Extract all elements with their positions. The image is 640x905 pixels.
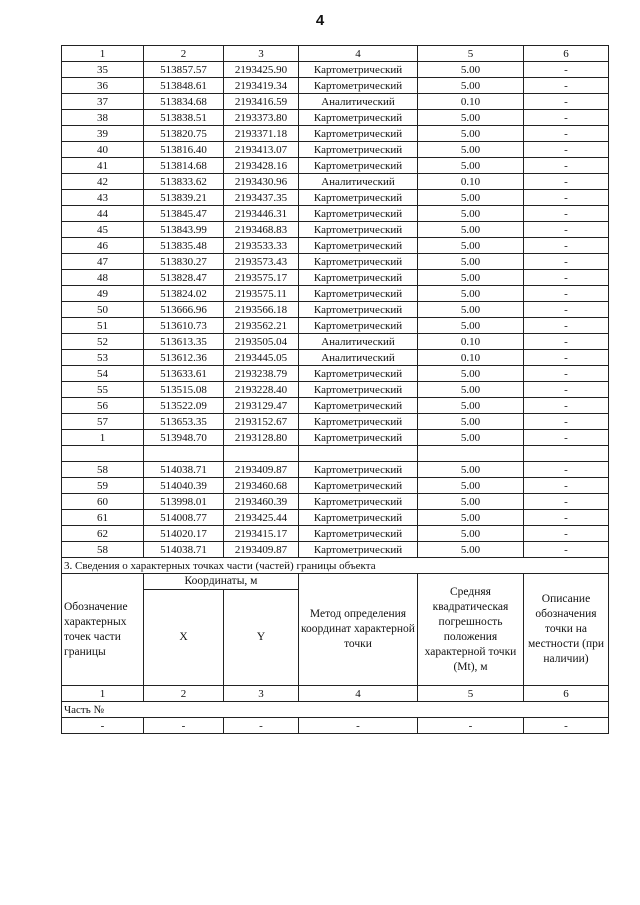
table-cell: 58 xyxy=(62,542,144,558)
table-row xyxy=(62,494,609,510)
table-cell: - xyxy=(524,382,609,398)
table-cell: - xyxy=(524,302,609,318)
table-cell: 2193409.87 xyxy=(224,542,299,558)
table-cell: 5.00 xyxy=(418,222,524,238)
section-3-empty-row xyxy=(62,718,609,734)
table-cell: 42 xyxy=(62,174,144,190)
table-cell: - xyxy=(524,190,609,206)
table-cell: - xyxy=(524,254,609,270)
table-cell: - xyxy=(299,718,418,734)
table-cell xyxy=(299,446,418,462)
table-cell: 2193437.35 xyxy=(224,190,299,206)
table-cell: 5.00 xyxy=(418,318,524,334)
table-cell: 47 xyxy=(62,254,144,270)
table-cell: - xyxy=(524,350,609,366)
table-cell: 513843.99 xyxy=(144,222,224,238)
table-cell: - xyxy=(62,718,144,734)
method-header: Метод определения координат характерной точки xyxy=(299,574,418,686)
part-label: Часть № xyxy=(62,702,609,718)
table-cell: Картометрический xyxy=(299,142,418,158)
table-cell: Картометрический xyxy=(299,510,418,526)
table-row xyxy=(62,142,609,158)
column-number: 1 xyxy=(62,686,144,702)
table-cell: Картометрический xyxy=(299,398,418,414)
table-cell: Картометрический xyxy=(299,366,418,382)
column-number: 3 xyxy=(224,46,299,62)
table-cell: - xyxy=(524,222,609,238)
boundary-points-table xyxy=(61,45,609,734)
table-cell: 5.00 xyxy=(418,430,524,446)
table-cell: 39 xyxy=(62,126,144,142)
table-cell: 40 xyxy=(62,142,144,158)
table-cell: 513612.36 xyxy=(144,350,224,366)
table-cell: - xyxy=(224,718,299,734)
table-cell: 62 xyxy=(62,526,144,542)
page-number: 4 xyxy=(315,12,325,29)
table-cell: 2193468.83 xyxy=(224,222,299,238)
table-cell: Картометрический xyxy=(299,302,418,318)
table-cell: 5.00 xyxy=(418,190,524,206)
table-cell: - xyxy=(524,286,609,302)
table-cell: 514020.17 xyxy=(144,526,224,542)
table-cell: 5.00 xyxy=(418,142,524,158)
table-row xyxy=(62,478,609,494)
table-cell: Картометрический xyxy=(299,222,418,238)
table-cell: Картометрический xyxy=(299,158,418,174)
table-cell: 2193562.21 xyxy=(224,318,299,334)
table-cell: 2193446.31 xyxy=(224,206,299,222)
table-cell: - xyxy=(524,366,609,382)
table-cell: Картометрический xyxy=(299,78,418,94)
table-cell: 5.00 xyxy=(418,286,524,302)
table-cell: Картометрический xyxy=(299,478,418,494)
table-cell: 48 xyxy=(62,270,144,286)
y-header: Y xyxy=(224,590,299,686)
table-row xyxy=(62,350,609,366)
section-3-column-number-row xyxy=(62,686,609,702)
table-row xyxy=(62,318,609,334)
table-cell: - xyxy=(524,430,609,446)
table-cell: - xyxy=(524,718,609,734)
table-cell: - xyxy=(524,142,609,158)
table-cell: 2193228.40 xyxy=(224,382,299,398)
table-row xyxy=(62,126,609,142)
table-cell: 513835.48 xyxy=(144,238,224,254)
table-cell: 5.00 xyxy=(418,526,524,542)
table-cell: - xyxy=(524,318,609,334)
table-row xyxy=(62,542,609,558)
table-cell: 36 xyxy=(62,78,144,94)
table-cell: 43 xyxy=(62,190,144,206)
column-number: 2 xyxy=(144,686,224,702)
table-cell: 513948.70 xyxy=(144,430,224,446)
table-cell: 513824.02 xyxy=(144,286,224,302)
column-number: 3 xyxy=(224,686,299,702)
table-cell: 513610.73 xyxy=(144,318,224,334)
table-cell: 57 xyxy=(62,414,144,430)
table-cell: 55 xyxy=(62,382,144,398)
table-cell: - xyxy=(524,62,609,78)
table-row xyxy=(62,110,609,126)
table-cell: 5.00 xyxy=(418,62,524,78)
table-cell: 50 xyxy=(62,302,144,318)
table-cell: 0.10 xyxy=(418,350,524,366)
table-cell: 5.00 xyxy=(418,270,524,286)
table-cell: 5.00 xyxy=(418,126,524,142)
table-cell: - xyxy=(524,462,609,478)
table-cell: 5.00 xyxy=(418,366,524,382)
table-cell: 56 xyxy=(62,398,144,414)
table-cell: 2193371.18 xyxy=(224,126,299,142)
table-cell: 5.00 xyxy=(418,302,524,318)
table-cell: 2193128.80 xyxy=(224,430,299,446)
table-cell: - xyxy=(524,478,609,494)
table-cell: 54 xyxy=(62,366,144,382)
column-number: 6 xyxy=(524,46,609,62)
table-row xyxy=(62,510,609,526)
table-row xyxy=(62,430,609,446)
column-number: 4 xyxy=(299,46,418,62)
table-cell: Картометрический xyxy=(299,238,418,254)
table-cell: Картометрический xyxy=(299,542,418,558)
table-cell: - xyxy=(418,718,524,734)
table-cell: 2193152.67 xyxy=(224,414,299,430)
table-cell: Картометрический xyxy=(299,206,418,222)
description-header: Описание обозначения точки на местности (при наличии) xyxy=(524,574,609,686)
table-cell: 2193416.59 xyxy=(224,94,299,110)
table-cell: 45 xyxy=(62,222,144,238)
table-cell: 2193238.79 xyxy=(224,366,299,382)
table-cell: 513828.47 xyxy=(144,270,224,286)
table-cell: 513820.75 xyxy=(144,126,224,142)
table-cell: - xyxy=(524,494,609,510)
table-cell: 5.00 xyxy=(418,238,524,254)
table-cell: 0.10 xyxy=(418,334,524,350)
table-row xyxy=(62,222,609,238)
table-cell: 2193460.68 xyxy=(224,478,299,494)
table-cell: - xyxy=(524,110,609,126)
table-cell: 59 xyxy=(62,478,144,494)
table-cell: 513834.68 xyxy=(144,94,224,110)
table-cell: 44 xyxy=(62,206,144,222)
column-number: 6 xyxy=(524,686,609,702)
table-cell: 513522.09 xyxy=(144,398,224,414)
table-cell xyxy=(224,446,299,462)
table-cell: - xyxy=(524,270,609,286)
table-cell: Картометрический xyxy=(299,62,418,78)
table-cell: 513633.61 xyxy=(144,366,224,382)
table-cell: - xyxy=(524,510,609,526)
table-cell: 61 xyxy=(62,510,144,526)
table-cell: 513839.21 xyxy=(144,190,224,206)
table-cell: 513666.96 xyxy=(144,302,224,318)
table-cell: 5.00 xyxy=(418,206,524,222)
table-cell: 2193505.04 xyxy=(224,334,299,350)
table-cell: 35 xyxy=(62,62,144,78)
table-cell: - xyxy=(524,334,609,350)
table-row xyxy=(62,78,609,94)
table-cell: Картометрический xyxy=(299,526,418,542)
table-cell: 1 xyxy=(62,430,144,446)
table-cell: 5.00 xyxy=(418,78,524,94)
table-cell: 514008.77 xyxy=(144,510,224,526)
table-row xyxy=(62,382,609,398)
table-cell: 513857.57 xyxy=(144,62,224,78)
table-cell: 514040.39 xyxy=(144,478,224,494)
table-cell: - xyxy=(524,94,609,110)
table-cell: 5.00 xyxy=(418,542,524,558)
table-cell: - xyxy=(524,206,609,222)
table-cell: Картометрический xyxy=(299,382,418,398)
table-cell: 513845.47 xyxy=(144,206,224,222)
table-cell: 58 xyxy=(62,462,144,478)
section-3-title: 3. Сведения о характерных точках части (частей) границы объекта xyxy=(62,558,609,574)
table-cell: 5.00 xyxy=(418,462,524,478)
table-cell: 51 xyxy=(62,318,144,334)
table-cell: 5.00 xyxy=(418,158,524,174)
table-row xyxy=(62,270,609,286)
table-cell: Картометрический xyxy=(299,126,418,142)
table-cell: 5.00 xyxy=(418,510,524,526)
table-cell: Картометрический xyxy=(299,286,418,302)
table-cell: 2193425.44 xyxy=(224,510,299,526)
table-cell: 5.00 xyxy=(418,110,524,126)
table-cell: Картометрический xyxy=(299,494,418,510)
table-cell: 513838.51 xyxy=(144,110,224,126)
table-cell: - xyxy=(524,238,609,254)
table-cell: 2193445.05 xyxy=(224,350,299,366)
table-row xyxy=(62,94,609,110)
table-row xyxy=(62,462,609,478)
table-cell: Картометрический xyxy=(299,430,418,446)
table-row xyxy=(62,398,609,414)
table-row xyxy=(62,174,609,190)
table-cell: 38 xyxy=(62,110,144,126)
table-cell: 2193419.34 xyxy=(224,78,299,94)
table-cell: 513848.61 xyxy=(144,78,224,94)
table-cell xyxy=(418,446,524,462)
table-row xyxy=(62,286,609,302)
table-cell: Картометрический xyxy=(299,414,418,430)
table-cell: - xyxy=(524,78,609,94)
table-cell: - xyxy=(524,398,609,414)
table-row xyxy=(62,62,609,78)
table-cell: 2193413.07 xyxy=(224,142,299,158)
table-cell: Аналитический xyxy=(299,174,418,190)
table-cell xyxy=(144,446,224,462)
table-cell: 513653.35 xyxy=(144,414,224,430)
table-cell: Картометрический xyxy=(299,254,418,270)
table-cell: - xyxy=(524,158,609,174)
table-row xyxy=(62,254,609,270)
table-cell: 513998.01 xyxy=(144,494,224,510)
table-cell: Аналитический xyxy=(299,334,418,350)
table-cell: 513830.27 xyxy=(144,254,224,270)
table-cell xyxy=(524,446,609,462)
table-cell: 37 xyxy=(62,94,144,110)
table-cell: 2193566.18 xyxy=(224,302,299,318)
table-row xyxy=(62,334,609,350)
table-cell: 52 xyxy=(62,334,144,350)
table-cell: - xyxy=(524,542,609,558)
table-cell: 0.10 xyxy=(418,174,524,190)
part-label-row xyxy=(62,702,609,718)
table-cell: Аналитический xyxy=(299,94,418,110)
table-cell: Картометрический xyxy=(299,110,418,126)
table-cell: 513833.62 xyxy=(144,174,224,190)
table-row xyxy=(62,302,609,318)
table-cell: - xyxy=(524,526,609,542)
table-cell: 2193129.47 xyxy=(224,398,299,414)
table-cell: - xyxy=(144,718,224,734)
table-cell: 2193460.39 xyxy=(224,494,299,510)
table-cell: 5.00 xyxy=(418,398,524,414)
table-cell: Картометрический xyxy=(299,190,418,206)
table-cell: 60 xyxy=(62,494,144,510)
table-cell: Картометрический xyxy=(299,462,418,478)
column-number: 4 xyxy=(299,686,418,702)
column-number: 1 xyxy=(62,46,144,62)
table-cell: 5.00 xyxy=(418,478,524,494)
table-cell: Картометрический xyxy=(299,270,418,286)
designation-header: Обозначение характерных точек части границы xyxy=(62,574,144,686)
table-cell: 46 xyxy=(62,238,144,254)
table-cell: 2193425.90 xyxy=(224,62,299,78)
table-cell: Аналитический xyxy=(299,350,418,366)
table-row xyxy=(62,190,609,206)
table-cell: 0.10 xyxy=(418,94,524,110)
table-cell: 2193409.87 xyxy=(224,462,299,478)
x-header: X xyxy=(144,590,224,686)
column-number: 5 xyxy=(418,46,524,62)
section-3-header-row xyxy=(62,574,609,590)
column-number-row xyxy=(62,46,609,62)
table-cell: 513613.35 xyxy=(144,334,224,350)
table-cell: 49 xyxy=(62,286,144,302)
table-row xyxy=(62,414,609,430)
table-cell: 2193373.80 xyxy=(224,110,299,126)
table-row xyxy=(62,526,609,542)
table-row xyxy=(62,238,609,254)
accuracy-header: Средняя квадратическая погрешность положения характерной точки (Mt), м xyxy=(418,574,524,686)
table-cell: 5.00 xyxy=(418,382,524,398)
table-cell: - xyxy=(524,414,609,430)
table-cell: 513816.40 xyxy=(144,142,224,158)
table-row xyxy=(62,366,609,382)
table-cell: 2193573.43 xyxy=(224,254,299,270)
table-cell xyxy=(62,446,144,462)
table-cell: - xyxy=(524,174,609,190)
table-cell: 514038.71 xyxy=(144,542,224,558)
table-cell: 5.00 xyxy=(418,254,524,270)
table-cell: 5.00 xyxy=(418,414,524,430)
table-row xyxy=(62,206,609,222)
table-cell: 5.00 xyxy=(418,494,524,510)
coordinates-header: Координаты, м xyxy=(144,574,299,590)
table-cell: 2193575.11 xyxy=(224,286,299,302)
table-cell: 2193575.17 xyxy=(224,270,299,286)
table-cell: 41 xyxy=(62,158,144,174)
table-cell: 513814.68 xyxy=(144,158,224,174)
table-cell: 2193428.16 xyxy=(224,158,299,174)
table-cell: 513515.08 xyxy=(144,382,224,398)
table-cell: 53 xyxy=(62,350,144,366)
table-row xyxy=(62,446,609,462)
table-cell: 2193533.33 xyxy=(224,238,299,254)
table-cell: - xyxy=(524,126,609,142)
table-cell: 514038.71 xyxy=(144,462,224,478)
section-3-title-row xyxy=(62,558,609,574)
table-row xyxy=(62,158,609,174)
column-number: 5 xyxy=(418,686,524,702)
column-number: 2 xyxy=(144,46,224,62)
table-cell: 2193430.96 xyxy=(224,174,299,190)
table-cell: 2193415.17 xyxy=(224,526,299,542)
table-cell: Картометрический xyxy=(299,318,418,334)
